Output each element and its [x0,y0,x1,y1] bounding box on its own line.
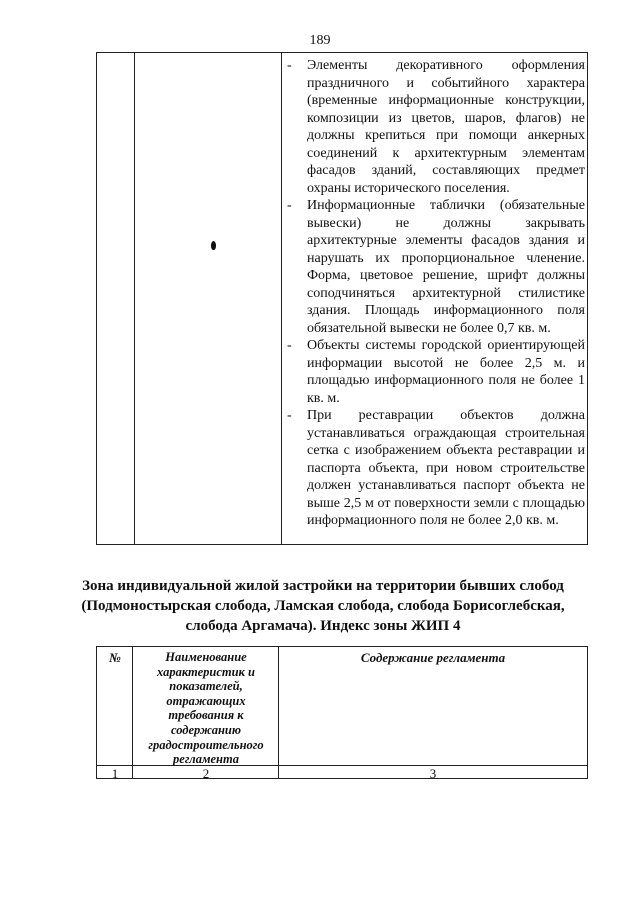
list-item: - Объекты системы городской ориентирующей информации высотой не более 2,5 м. и площадью информационного поля не более 1 кв. м. [287,338,585,406]
column-index-1: 1 [111,766,119,781]
header-name: Наименование характеристик и показателей, отражающих требования к содержанию градостроительного регламента [148,650,264,767]
column-index-2: 2 [202,766,210,781]
column-index-3: 3 [429,766,437,781]
ink-mark [211,241,216,250]
header-number: № [109,650,121,665]
list-item: - Информационные таблички (обязательные вывески) не должны закрывать архитектурные элементы фасадов здания и нарушать их пропорциональное членение. Форма, цветовое решение, шрифт должны соподчиняться архитектурной стилистике здания. Площадь информационного поля обязательной вывески не более 0,7 кв. м. [287,198,585,336]
list-item: - Элементы декоративного оформления праздничного и событийного характера (временные информационные конструкции, композиции из цветов, шаров, флагов) не должны крепиться при помощи анкерных соединений к архитектурным элементам фасадов зданий, составляющих предмет охраны исторического поселения. [287,58,585,196]
zone-heading: Зона индивидуальной жилой застройки на территории бывших слобод (Подмоностырская слобода, Ламская слобода, слобода Борисоглебская, слобода Аргамача). Индекс зоны ЖИП 4 [81,578,565,634]
name-column [134,53,282,544]
number-column [97,53,135,544]
regulation-bullet-list [283,57,585,530]
regulation-table [96,646,588,779]
page-number: 189 [309,33,331,48]
header-content: Содержание регламента [360,650,506,665]
regulation-table-continuation [96,52,588,545]
number-column [97,647,133,778]
list-item: - При реставрации объектов должна устанавливаться ограждающая строительная сетка с изображением объекта реставрации и паспорта объекта, при новом строительстве должен устанавливаться паспорт объекта не выше 2,5 м от поверхности земли с площадью информационного поля не более 2,0 кв. м. [287,408,585,528]
